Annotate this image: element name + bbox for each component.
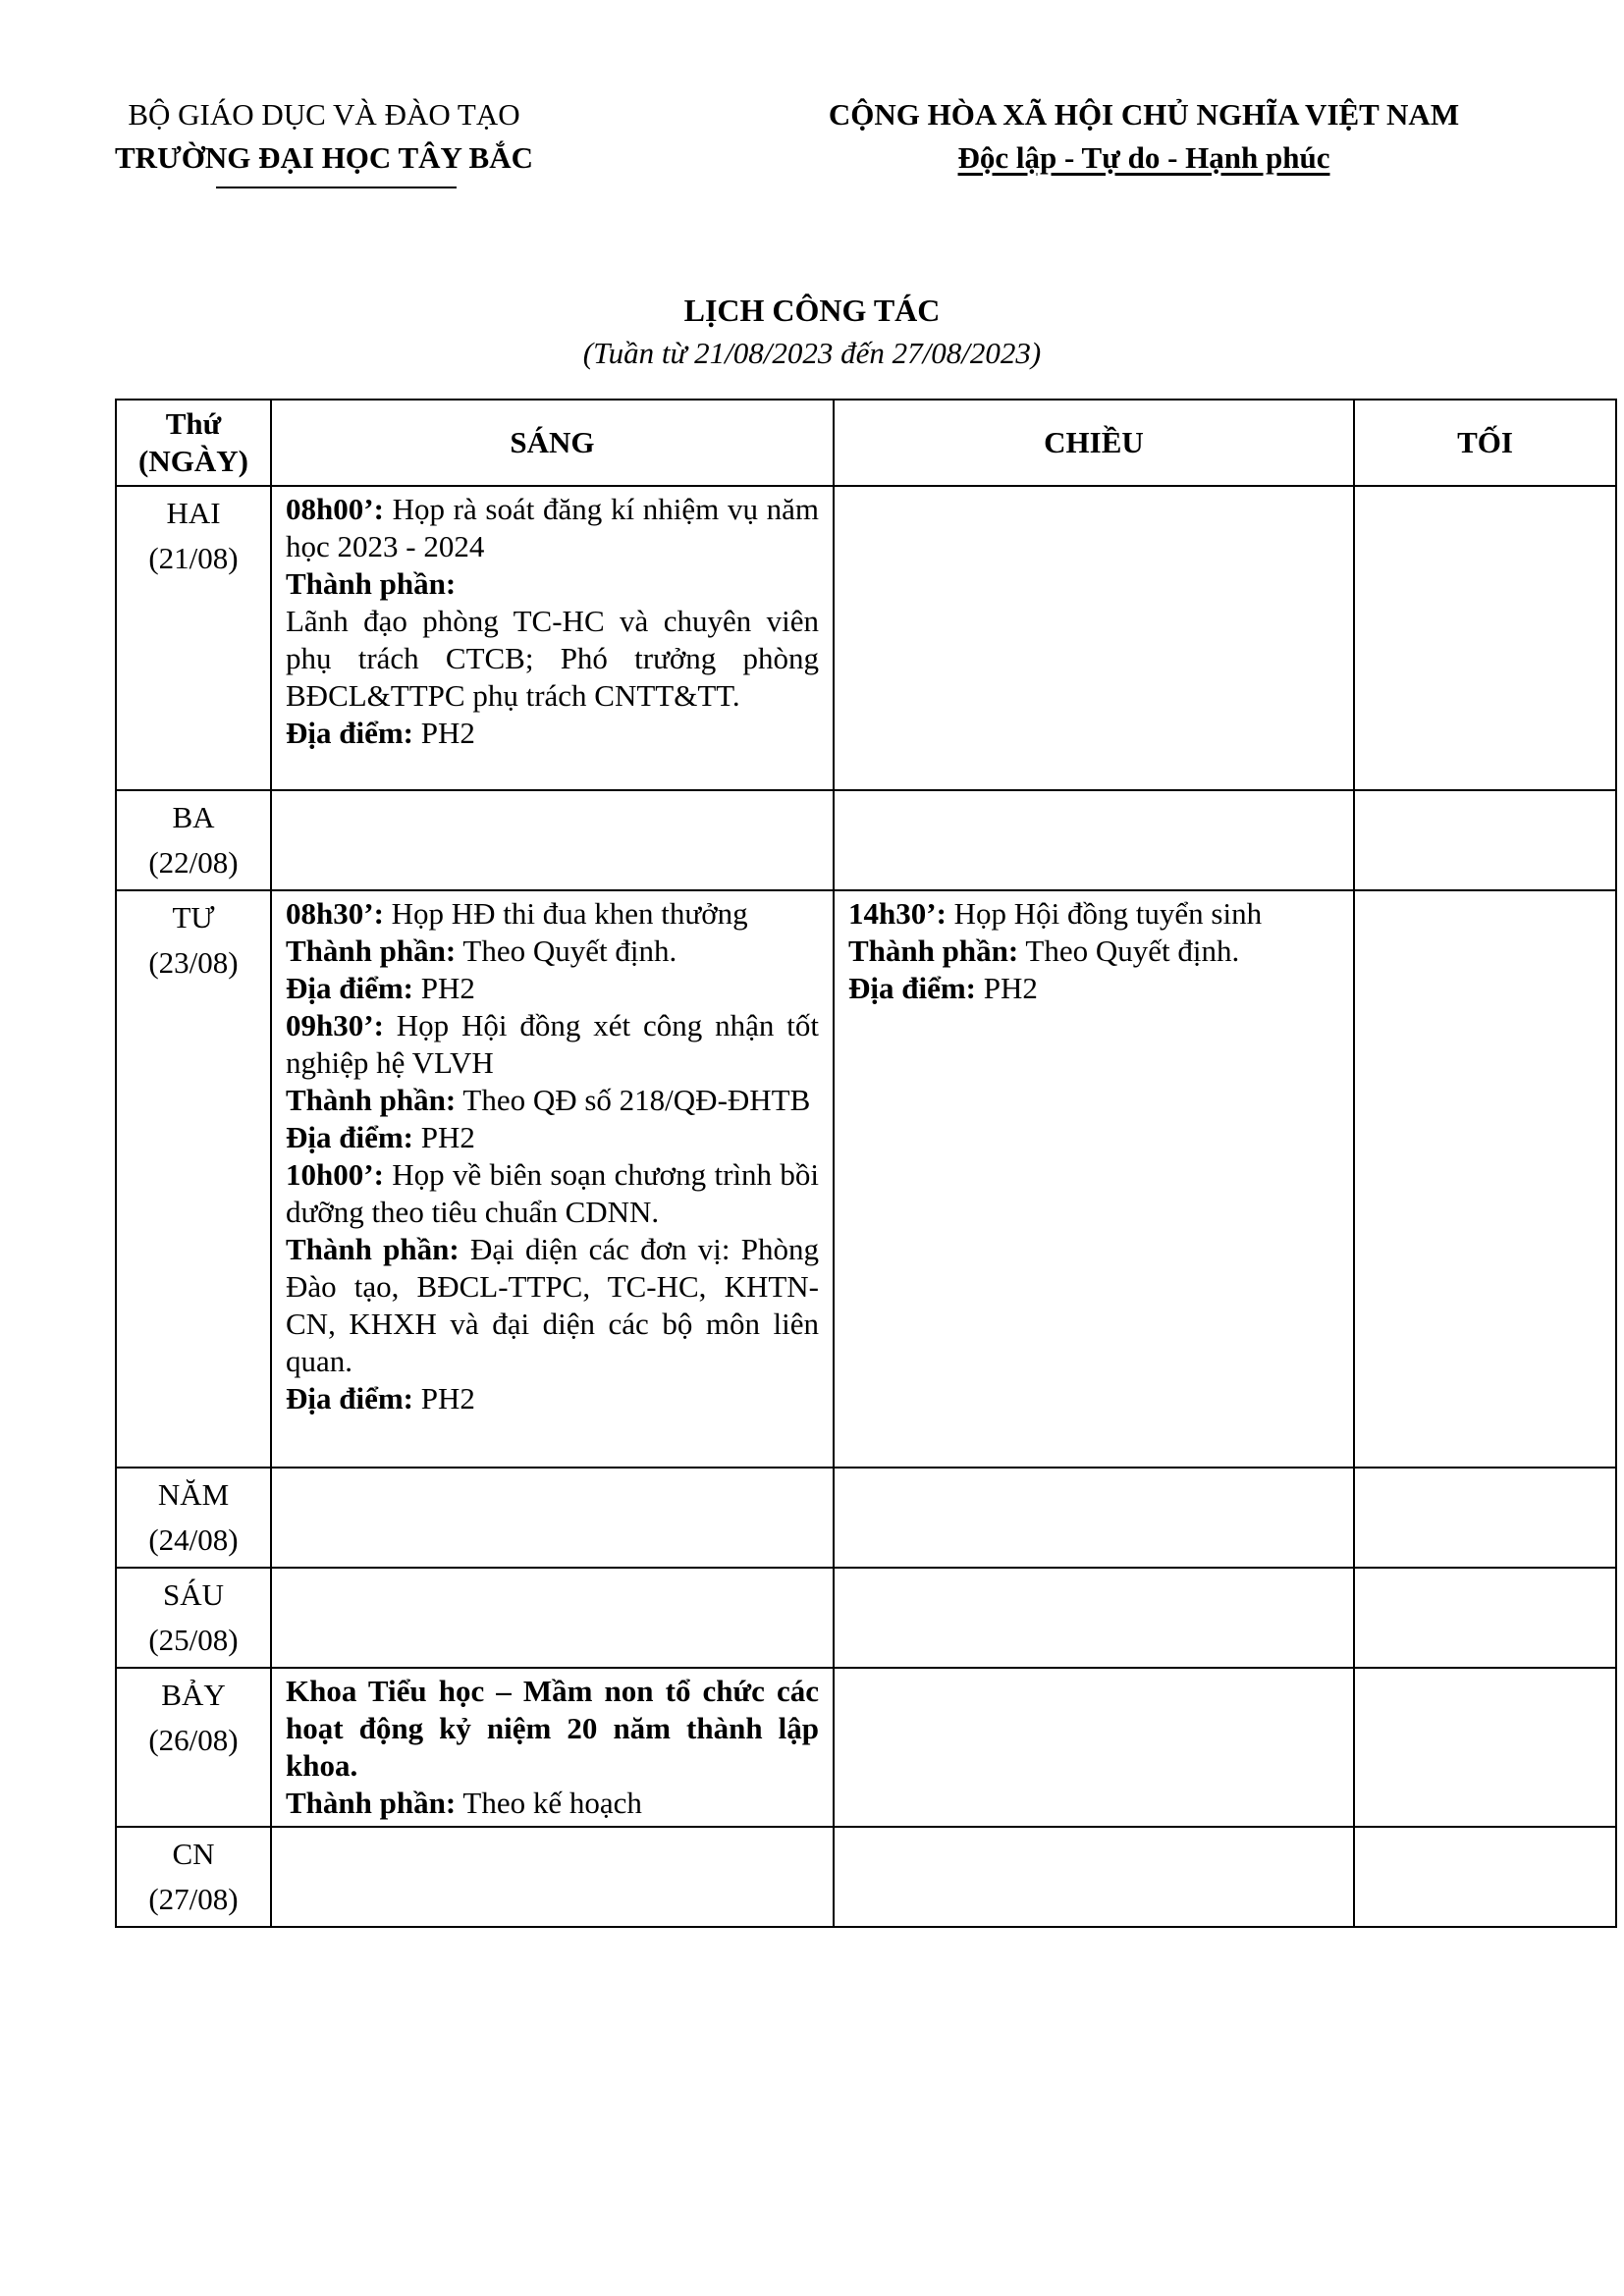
evening-cell xyxy=(1354,1468,1616,1568)
table-row xyxy=(116,790,1616,890)
header-day-line2: (NGÀY) xyxy=(138,444,248,478)
day-date: (24/08) xyxy=(148,1522,239,1557)
morning-cell xyxy=(271,890,834,1468)
event-location: PH2 xyxy=(413,1381,475,1415)
day-date: (21/08) xyxy=(148,541,239,575)
day-cell xyxy=(116,890,271,1468)
national-motto: Độc lập - Tự do - Hạnh phúc xyxy=(957,140,1330,175)
event-entry xyxy=(286,895,819,933)
event-time: 08h00’: xyxy=(286,492,384,526)
header-evening: TỐI xyxy=(1354,400,1616,486)
day-date: (26/08) xyxy=(148,1723,239,1757)
participants-label: Thành phần: xyxy=(286,1786,457,1820)
event-location: PH2 xyxy=(413,716,475,750)
ministry-name: BỘ GIÁO DỤC VÀ ĐÀO TẠO xyxy=(128,97,520,132)
afternoon-cell xyxy=(834,486,1354,790)
header-day-line1: Thứ xyxy=(165,406,222,441)
morning-cell xyxy=(271,486,834,790)
event-time: 10h00’: xyxy=(286,1157,384,1192)
event-title: Họp rà soát đăng kí nhiệm vụ năm học 2023 - 2024 xyxy=(286,492,819,563)
table-header-row xyxy=(116,400,1616,486)
document-title: LỊCH CÔNG TÁC xyxy=(683,293,941,328)
table-row xyxy=(116,1468,1616,1568)
day-date: (23/08) xyxy=(148,945,239,980)
header-left xyxy=(108,93,540,180)
table-row xyxy=(116,890,1616,1468)
afternoon-cell xyxy=(834,790,1354,890)
day-cell xyxy=(116,1468,271,1568)
event-title: Khoa Tiểu học – Mầm non tổ chức các hoạt động kỷ niệm 20 năm thành lập khoa. xyxy=(286,1674,819,1783)
day-name: CN xyxy=(172,1837,215,1871)
afternoon-cell xyxy=(834,1668,1354,1827)
day-cell xyxy=(116,1827,271,1927)
location-label: Địa điểm: xyxy=(286,716,414,750)
morning-cell xyxy=(271,1827,834,1927)
location-label: Địa điểm: xyxy=(848,971,977,1005)
day-date: (27/08) xyxy=(148,1882,239,1916)
country-name: CỘNG HÒA XÃ HỘI CHỦ NGHĨA VIỆT NAM xyxy=(828,97,1460,132)
evening-cell xyxy=(1354,890,1616,1468)
event-participants: Theo Quyết định. xyxy=(456,934,677,968)
day-cell xyxy=(116,1668,271,1827)
afternoon-cell xyxy=(834,1827,1354,1927)
document-subtitle: (Tuần từ 21/08/2023 đến 27/08/2023) xyxy=(582,336,1042,370)
event-participants: Theo QĐ số 218/QĐ-ĐHTB xyxy=(456,1083,811,1117)
event-entry xyxy=(286,1007,819,1082)
event-time: 08h30’: xyxy=(286,896,384,931)
day-name: BA xyxy=(172,800,215,834)
day-date: (25/08) xyxy=(148,1623,239,1657)
evening-cell xyxy=(1354,1568,1616,1668)
event-participants: Theo kế hoạch xyxy=(456,1786,642,1820)
event-participants: Đại diện các đơn vị: Phòng Đào tạo, BĐCL-TTPC, TC-HC, KHTN-CN, KHXH và đại diện các bộ môn liên quan. xyxy=(286,1232,819,1378)
event-time: 09h30’: xyxy=(286,1008,384,1042)
day-name: BẢY xyxy=(161,1678,226,1712)
university-name: TRƯỜNG ĐẠI HỌC TÂY BẮC xyxy=(115,140,533,175)
participants-label: Thành phần: xyxy=(286,1232,460,1266)
event-title: Họp về biên soạn chương trình bồi dưỡng theo tiêu chuẩn CDNN. xyxy=(286,1157,819,1229)
location-label: Địa điểm: xyxy=(286,1381,414,1415)
day-name: TƯ xyxy=(172,900,215,934)
table-row xyxy=(116,1827,1616,1927)
evening-cell xyxy=(1354,486,1616,790)
evening-cell xyxy=(1354,790,1616,890)
morning-cell xyxy=(271,1468,834,1568)
evening-cell xyxy=(1354,1827,1616,1927)
afternoon-cell xyxy=(834,1568,1354,1668)
morning-cell xyxy=(271,790,834,890)
day-date: (22/08) xyxy=(148,845,239,880)
header-afternoon: CHIỀU xyxy=(834,400,1354,486)
morning-cell xyxy=(271,1668,834,1827)
day-cell xyxy=(116,486,271,790)
participants-label: Thành phần: xyxy=(848,934,1019,968)
table-row xyxy=(116,486,1616,790)
day-cell xyxy=(116,1568,271,1668)
event-participants: Theo Quyết định. xyxy=(1018,934,1240,968)
event-title: Họp HĐ thi đua khen thưởng xyxy=(383,896,748,931)
event-location: PH2 xyxy=(413,1120,475,1154)
day-name: HAI xyxy=(166,496,221,530)
day-cell xyxy=(116,790,271,890)
participants-label: Thành phần: xyxy=(286,934,457,968)
event-entry xyxy=(286,1156,819,1231)
day-name: SÁU xyxy=(162,1577,224,1612)
header-divider xyxy=(216,187,457,188)
participants-label: Thành phần: xyxy=(286,566,457,601)
event-location: PH2 xyxy=(413,971,475,1005)
table-row xyxy=(116,1568,1616,1668)
participants-label: Thành phần: xyxy=(286,1083,457,1117)
event-time: 14h30’: xyxy=(848,896,947,931)
schedule-table xyxy=(115,399,1617,1928)
evening-cell xyxy=(1354,1668,1616,1827)
location-label: Địa điểm: xyxy=(286,971,414,1005)
morning-cell xyxy=(271,1568,834,1668)
event-title: Họp Hội đồng tuyển sinh xyxy=(946,896,1263,931)
event-location: PH2 xyxy=(976,971,1038,1005)
table-row xyxy=(116,1668,1616,1827)
location-label: Địa điểm: xyxy=(286,1120,414,1154)
afternoon-cell xyxy=(834,890,1354,1468)
day-name: NĂM xyxy=(157,1477,230,1512)
event-title: Họp Hội đồng xét công nhận tốt nghiệp hệ VLVH xyxy=(286,1008,819,1080)
header-morning: SÁNG xyxy=(271,400,834,486)
header-day xyxy=(116,400,271,486)
event-entry xyxy=(286,491,819,565)
event-participants: Lãnh đạo phòng TC-HC và chuyên viên phụ trách CTCB; Phó trưởng phòng BĐCL&TTPC phụ trách CNTT&TT. xyxy=(286,604,819,713)
afternoon-cell xyxy=(834,1468,1354,1568)
event-entry xyxy=(848,895,1339,933)
header-right xyxy=(776,93,1512,180)
